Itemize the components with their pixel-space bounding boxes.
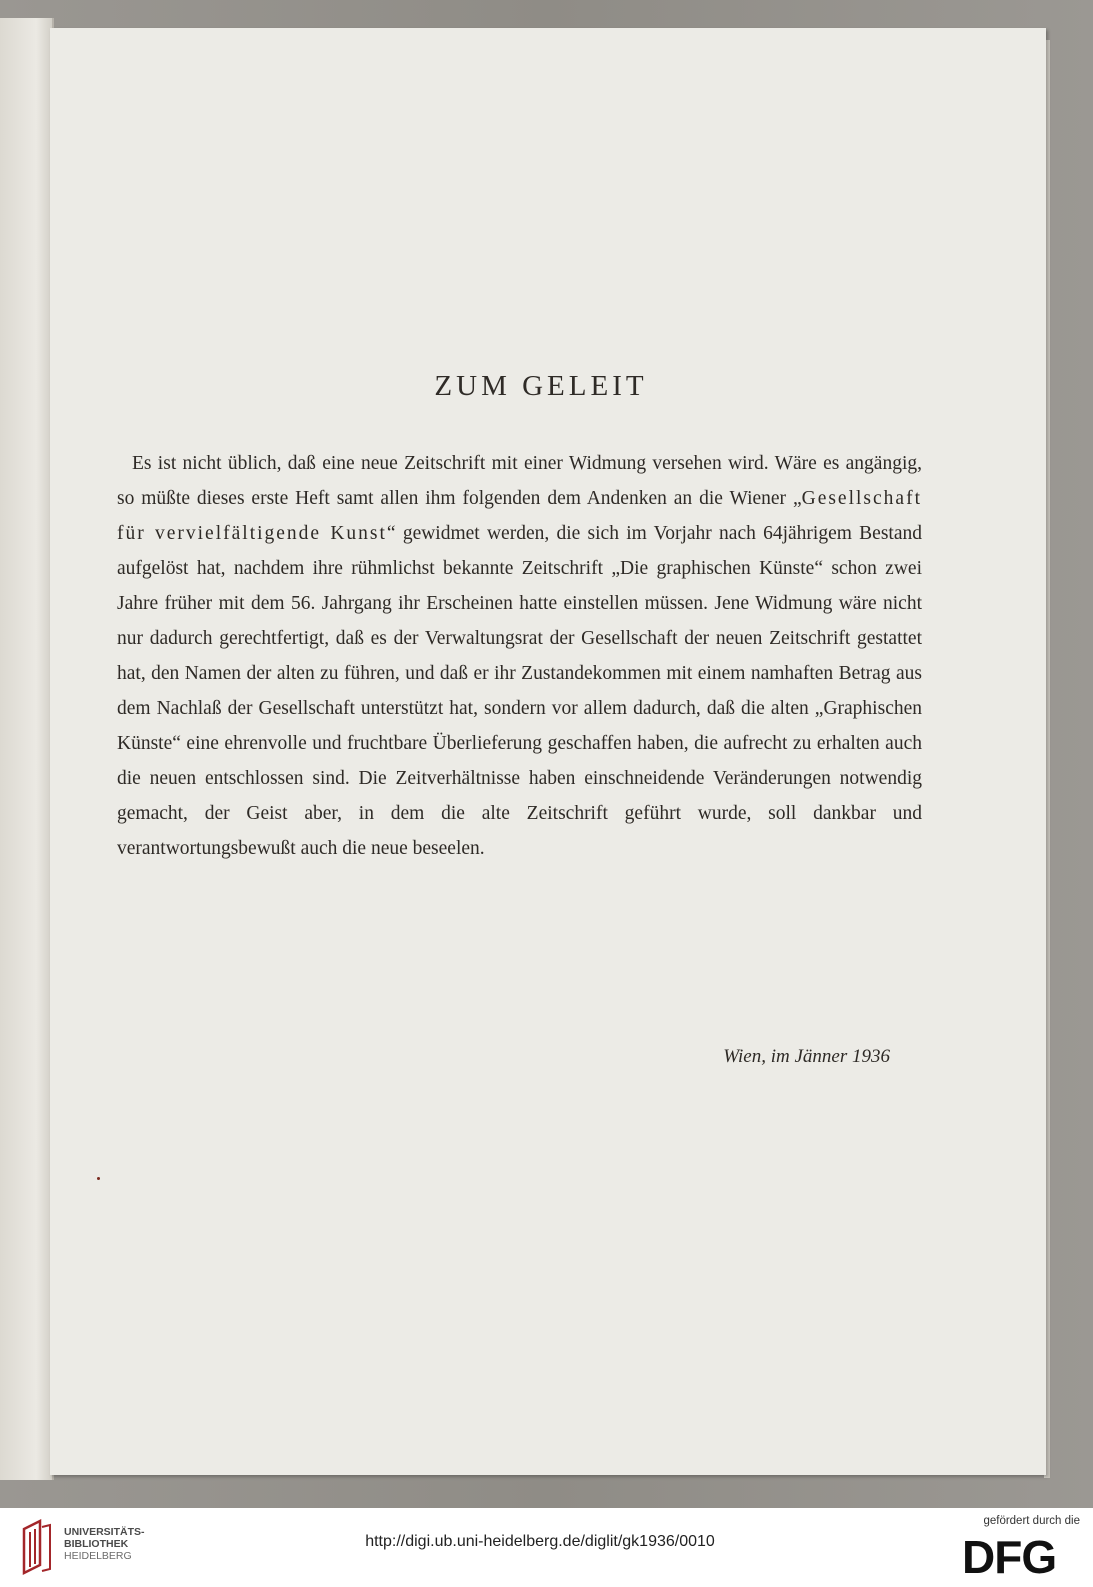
funding-label: gefördert durch die (983, 1515, 1080, 1527)
body-paragraph (117, 446, 922, 866)
paragraph-text-2: “ gewidmet werden, die sich im Vorjahr nach 64jährigem Bestand aufgelöst hat, nachdem ihre rühmlichst bekannte Zeitschrift „Die graphischen Künste“ schon zwei Jahre früher mit dem 56. Jahrgang ihr Erscheinen hatte einstellen müssen. Jene Widmung wäre nicht nur dadurch gerechtfertigt, daß es der Verwaltungsrat der Gesellschaft der neuen Zeitschrift gestattet hat, den Namen der alten zu führen, und daß er ihr Zustandekommen mit einem namhaften Betrag aus dem Nachlaß der Gesellschaft unterstützt hat, sondern vor allem dadurch, daß die alten „Graphischen Künste“ eine ehrenvolle und fruchtbare Überlieferung geschaffen haben, die aufrecht zu erhalten auch die neuen entschlossen sind. Die Zeitverhältnisse haben einschneidende Veränderungen notwendig gemacht, der Geist aber, in dem die alte Zeitschrift geführt wurde, soll dankbar und verantwortungsbewußt auch die neue beseelen. (117, 523, 922, 859)
library-name-line-1: UNIVERSITÄTS- (64, 1526, 145, 1538)
paragraph-text-1: Es ist nicht üblich, daß eine neue Zeitschrift mit einer Widmung versehen wird. Wäre es angängig, so müßte dieses erste Heft samt allen ihm folgenden dem Andenken an die Wiener „ (117, 453, 922, 509)
library-name (64, 1526, 184, 1562)
university-library-logo-icon (18, 1519, 56, 1577)
signature-line: Wien, im Jänner 1936 (723, 1046, 890, 1067)
library-name-line-2: BIBLIOTHEK (64, 1538, 129, 1550)
paper-speck (97, 1177, 100, 1180)
library-name-line-3: HEIDELBERG (64, 1550, 132, 1562)
dfg-logo-text: DFG (962, 1533, 1057, 1579)
society-name: Gesellschaft für vervielfältigende Kunst (117, 488, 922, 544)
left-page-edge (0, 18, 54, 1480)
permalink-url[interactable]: http://digi.ub.uni-heidelberg.de/diglit/gk1936/0010 (365, 1533, 715, 1550)
viewer-footer (0, 1508, 1093, 1587)
page-title: ZUM GELEIT (434, 370, 648, 402)
dfg-logo-icon (962, 1533, 1066, 1579)
document-page (50, 28, 1046, 1475)
